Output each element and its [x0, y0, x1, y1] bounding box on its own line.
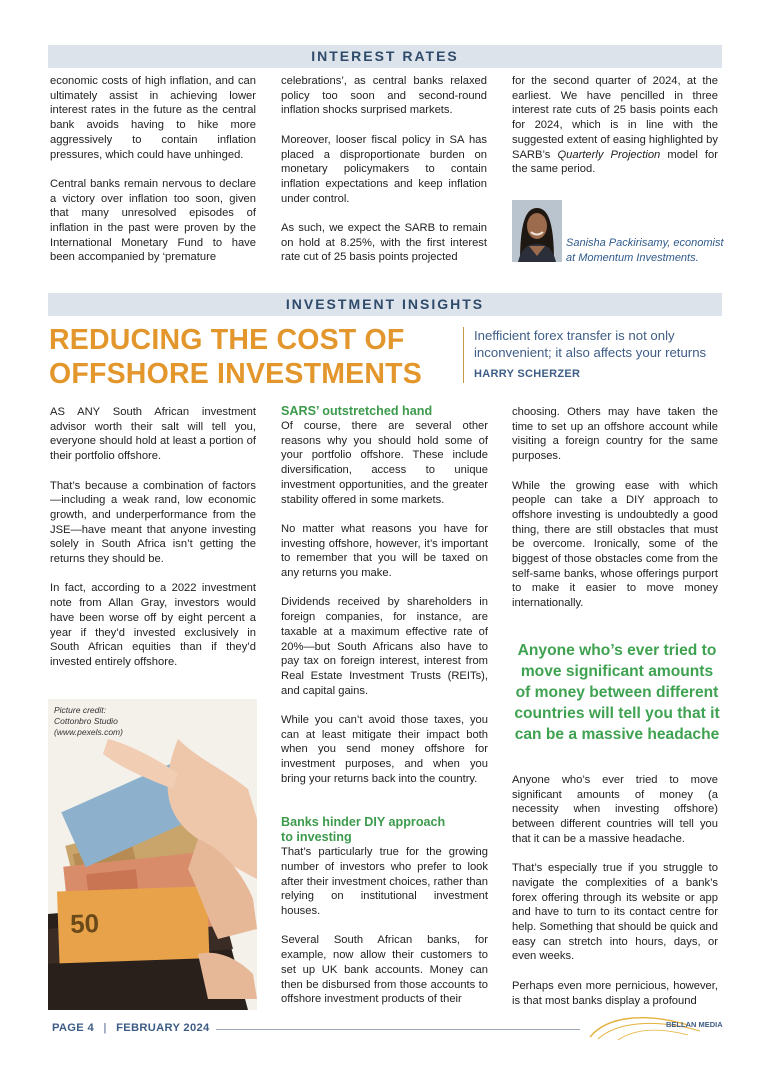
article-deck	[463, 327, 734, 383]
paragraph: Anyone who’s ever tried to move significant amounts of money (a necessity when investing offshore) between different countries will tell you that it can be a massive headache.	[512, 774, 718, 845]
paragraph: celebrations’, as central banks relaxed policy too soon and second-round inflation shocks surprised markets.	[281, 75, 487, 117]
logo-text: BELLAN MEDIA	[666, 1020, 723, 1029]
photo-credit	[54, 705, 123, 738]
top-column-2	[281, 74, 487, 265]
paragraph: While the growing ease with which people can take a DIY approach to offshore investing is undoubtedly a good thing, there are still obstacles that must be overcome. Ironically, some of the biggest of those obstacles come from the self-same banks, whose offerings purport to make it easier to move money internationally.	[512, 479, 718, 610]
top-column-1	[50, 74, 256, 265]
paragraph: economic costs of high inflation, and can ultimately assist in achieving lower interest rates in the future as the central bank avoids having to hike more aggressively to contain inflation pressures, which could have unhinged.	[50, 75, 256, 161]
caption-line: at Momentum Investments.	[566, 252, 699, 264]
svg-text:50: 50	[69, 908, 100, 940]
subhead-line: Banks hinder DIY approach	[281, 815, 446, 830]
deck-text: Inefficient forex transfer is not only inconvenient; it also affects your returns	[474, 328, 707, 360]
paragraph: AS ANY South African investment advisor worth their salt will tell you, everyone should hold at least a portion of their portfolio offshore.	[50, 406, 256, 463]
paragraph: Several South African banks, for example, now allow their customers to set up UK bank accounts. Money can then be disbursed from those accounts to offshore investment products of their	[281, 934, 488, 1006]
credit-line: Cottonbro Studio	[54, 716, 118, 726]
paragraph: for the second quarter of 2024, at the earliest. We have pencilled in three interest rate cuts of 25 basis points each for 2024, which is in line with the suggested extent of easing highlighted by SARB’s Quarterly Projection model for the same period.	[512, 75, 718, 176]
paragraph: No matter what reasons you have for investing offshore, however, it’s important to remember that you will be taxed on any returns you make.	[281, 522, 488, 580]
article-column-2	[281, 404, 488, 1007]
article-column-3-top	[512, 405, 718, 611]
paragraph: Perhaps even more pernicious, however, is that most banks display a profound	[512, 979, 718, 1007]
author-headshot-image	[512, 200, 562, 262]
paragraph: In fact, according to a 2022 investment note from Allan Gray, investors would have been worse off by eight percent a year if they’d invested exclusively in South African equities than if they’d invested entirely offshore.	[50, 582, 256, 668]
credit-line: Picture credit:	[54, 705, 106, 715]
paragraph: Of course, there are several other reasons why you should hold some of your portfolio offshore. These include diversification, access to unique investment opportunities, and the greater stability offered in some markets.	[281, 420, 488, 506]
section-band-investment-insights: INVESTMENT INSIGHTS	[48, 293, 722, 316]
title-line: REDUCING THE COST OF	[49, 324, 405, 356]
subhead-banks	[281, 815, 488, 845]
page-footer	[52, 1022, 210, 1034]
page-number: PAGE 4	[52, 1022, 95, 1034]
subhead-line: to investing	[281, 830, 352, 845]
paragraph: That’s particularly true for the growing number of investors who prefer to look after their investment choices, rather than relying on institutional investment houses.	[281, 846, 488, 918]
author-caption	[566, 236, 726, 266]
caption-line: Sanisha Packirisamy, economist	[566, 237, 724, 249]
article-column-1	[50, 405, 256, 670]
article-column-3-bottom	[512, 773, 718, 1008]
issue-date: FEBRUARY 2024	[116, 1022, 210, 1034]
byline: HARRY SCHERZER	[474, 368, 581, 380]
paragraph: While you can’t avoid those taxes, you can at least mitigate their impact both when you send money offshore for investment purposes, and when you bring your returns back into the country.	[281, 714, 488, 785]
paragraph: That’s because a combination of factors—including a weak rand, low economic growth, and underperformance from the JSE—have meant that anyone investing solely in South Africa isn’t getting the returns they should be.	[50, 479, 256, 566]
pull-quote: Anyone who’s ever tried to move significant amounts of money between different countries will tell you that it can be a massive headache	[514, 642, 720, 743]
section-band-interest-rates: INTEREST RATES	[48, 45, 722, 68]
article-title	[49, 323, 449, 391]
footer-separator: |	[103, 1022, 107, 1034]
bellan-media-logo	[588, 1011, 726, 1041]
title-line: OFFSHORE INVESTMENTS	[49, 358, 422, 390]
paragraph: Moreover, looser fiscal policy in SA has placed a disproportionate burden on monetary policymakers to contain inflation expectations and keep inflation under control.	[281, 133, 487, 205]
paragraph: As such, we expect the SARB to remain on hold at 8.25%, with the first interest rate cut of 25 basis points projected	[281, 222, 487, 264]
credit-line: (www.pexels.com)	[54, 727, 123, 737]
subhead-sars: SARS’ outstretched hand	[281, 404, 433, 418]
top-column-3	[512, 74, 718, 177]
paragraph: choosing. Others may have taken the time to set up an offshore account while visiting a foreign country for the same purposes.	[512, 406, 718, 463]
euro-wallet-photo	[48, 699, 257, 1010]
paragraph: That’s especially true if you struggle to navigate the complexities of a bank’s forex offering through its website or app and have to turn to its contact centre for help. Something that should be quick and easy can stretch into hours, days, or even weeks.	[512, 862, 718, 963]
footer-rule	[216, 1029, 580, 1030]
paragraph: Central banks remain nervous to declare a victory over inflation too soon, given that many unresolved episodes of inflation in the past were proven by the International Monetary Fund to have been accompanied by ‘premature	[50, 177, 256, 264]
paragraph: Dividends received by shareholders in foreign companies, for instance, are taxable at a maximum effective rate of 20%—but South Africans also have to pay tax on foreign interest, interest from Real Estate Investment Trusts (REITs), and capital gains.	[281, 596, 488, 697]
